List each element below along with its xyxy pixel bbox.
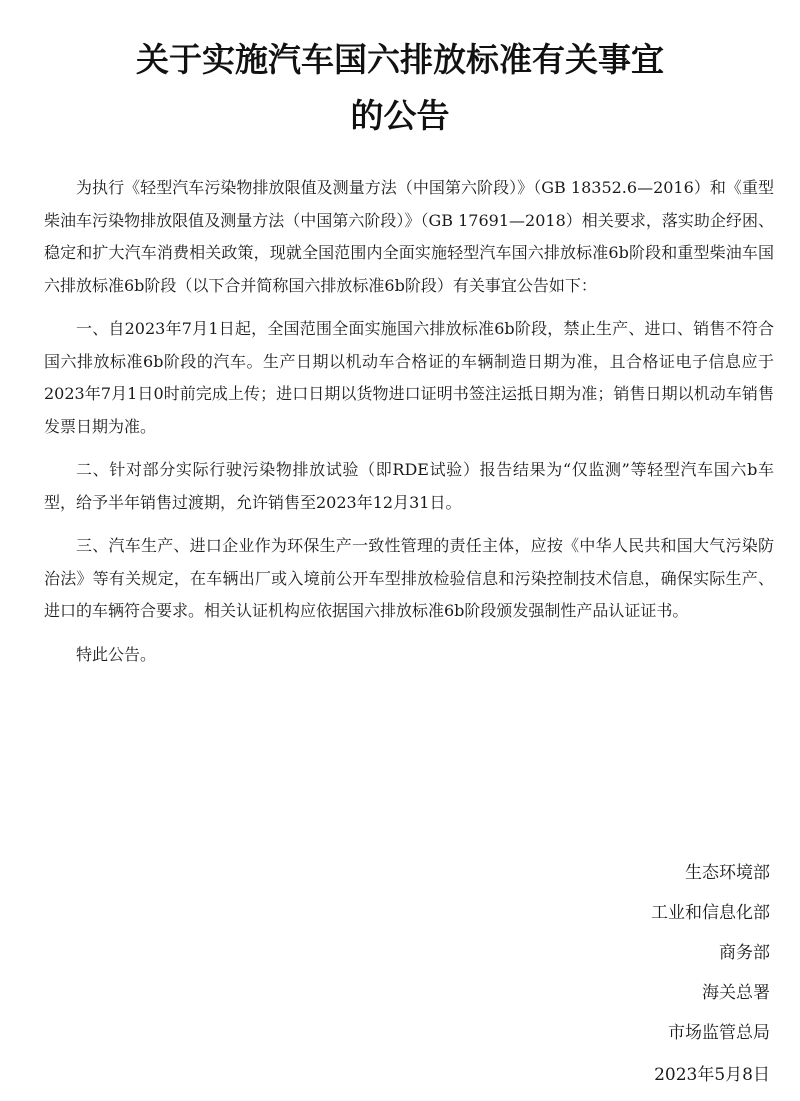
clause-2-paragraph: 二、针对部分实际行驶污染物排放试验（即RDE试验）报告结果为“仅监测”等轻型汽车国六b车型，给予半年销售过渡期，允许销售至2023年12月31日。 <box>44 460 774 512</box>
signer-market-regulation: 市场监管总局 <box>668 1023 770 1043</box>
signer-ministry-ecology: 生态环境部 <box>685 863 770 883</box>
document-title-line-2: 的公告 <box>350 96 450 135</box>
signer-customs: 海关总署 <box>702 983 770 1003</box>
document-body <box>44 172 774 682</box>
issue-date: 2023年5月8日 <box>654 1065 770 1085</box>
signer-ministry-commerce: 商务部 <box>719 943 770 963</box>
signer-ministry-industry: 工业和信息化部 <box>651 903 770 923</box>
signatory-block <box>470 853 770 1095</box>
clause-1-paragraph: 一、自2023年7月1日起，全国范围全面实施国六排放标准6b阶段，禁止生产、进口、销售不符合国六排放标准6b阶段的汽车。生产日期以机动车合格证的车辆制造日期为准，且合格证电子信息应于2023年7月1日0时前完成上传；进口日期以货物进口证明书签注运抵日期为准；销售日期以机动车销售发票日期为准。 <box>44 319 774 436</box>
intro-paragraph: 为执行《轻型汽车污染物排放限值及测量方法（中国第六阶段）》（GB 18352.6—2016）和《重型柴油车污染物排放限值及测量方法（中国第六阶段）》（GB 17691—2018）相关要求，落实助企纾困、稳定和扩大汽车消费相关政策，现就全国范围内全面实施轻型汽车国六排放标准6b阶段和重型柴油车国六排放标准6b阶段（以下合并简称国六排放标准6b阶段）有关事宜公告如下： <box>44 178 774 295</box>
clause-3-paragraph: 三、汽车生产、进口企业作为环保生产一致性管理的责任主体，应按《中华人民共和国大气污染防治法》等有关规定，在车辆出厂或入境前公开车型排放检验信息和污染控制技术信息，确保实际生产、进口的车辆符合要求。相关认证机构应依据国六排放标准6b阶段颁发强制性产品认证证书。 <box>44 536 774 620</box>
document-title-line-1: 关于实施汽车国六排放标准有关事宜 <box>136 40 664 79</box>
closing-statement: 特此公告。 <box>76 644 157 664</box>
